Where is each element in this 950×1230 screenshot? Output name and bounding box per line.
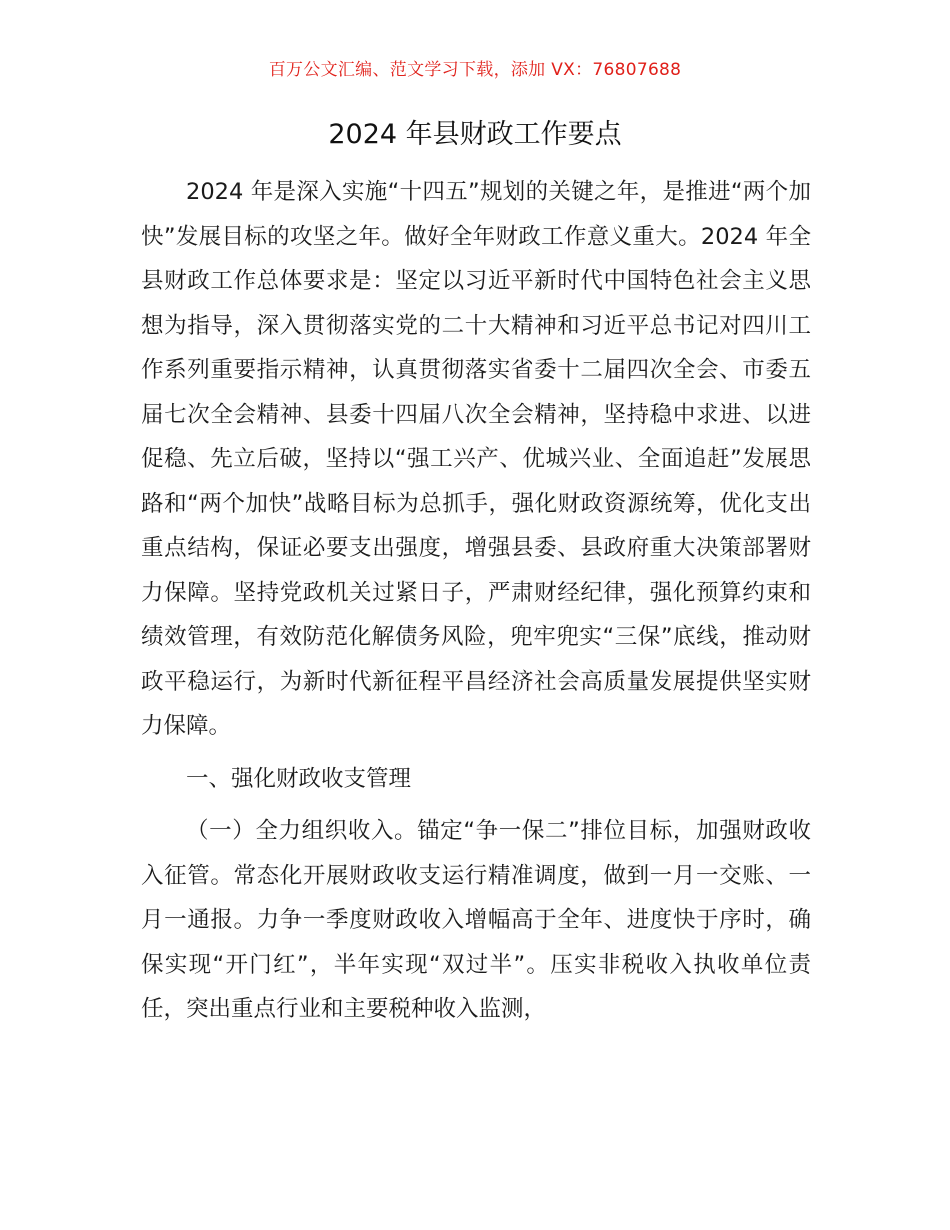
promo-header: 百万公文汇编、范文学习下载，添加 VX：76807688 (268, 60, 682, 80)
paragraph-subsection: （一）全力组织收入。锚定“争一保二”排位目标，加强财政收入征管。常态化开展财政收支运行精准调度，做到一月一交账、一月一通报。力争一季度财政收入增幅高于全年、进度快于序时，确保实现“开门红”，半年实现“双过半”。压实非税收入执收单位责任，突出重点行业和主要税种收入监测， (141, 818, 811, 1022)
document-body (141, 170, 811, 1032)
paragraph-intro: 2024 年是深入实施“十四五”规划的关键之年，是推进“两个加快”发展目标的攻坚之年。做好全年财政工作意义重大。2024 年全县财政工作总体要求是：坚定以习近平新时代中国特色社会主义思想为指导，深入贯彻落实党的二十大精神和习近平总书记对四川工作系列重要指示精神，认真贯彻落实省委十二届四次全会、市委五届七次全会精神、县委十四届八次全会精神，坚持稳中求进、以进促稳、先立后破，坚持以“强工兴产、优城兴业、全面追赶”发展思路和“两个加快”战略目标为总抓手，强化财政资源统筹，优化支出重点结构，保证必要支出强度，增强县委、县政府重大决策部署财力保障。坚持党政机关过紧日子，严肃财经纪律，强化预算约束和绩效管理，有效防范化解债务风险，兜牢兜实“三保”底线，推动财政平稳运行，为新时代新征程平昌经济社会高质量发展提供坚实财力保障。 (141, 179, 811, 739)
document-title: 2024 年县财政工作要点 (328, 119, 622, 150)
section-heading: 一、强化财政收支管理 (186, 765, 412, 792)
